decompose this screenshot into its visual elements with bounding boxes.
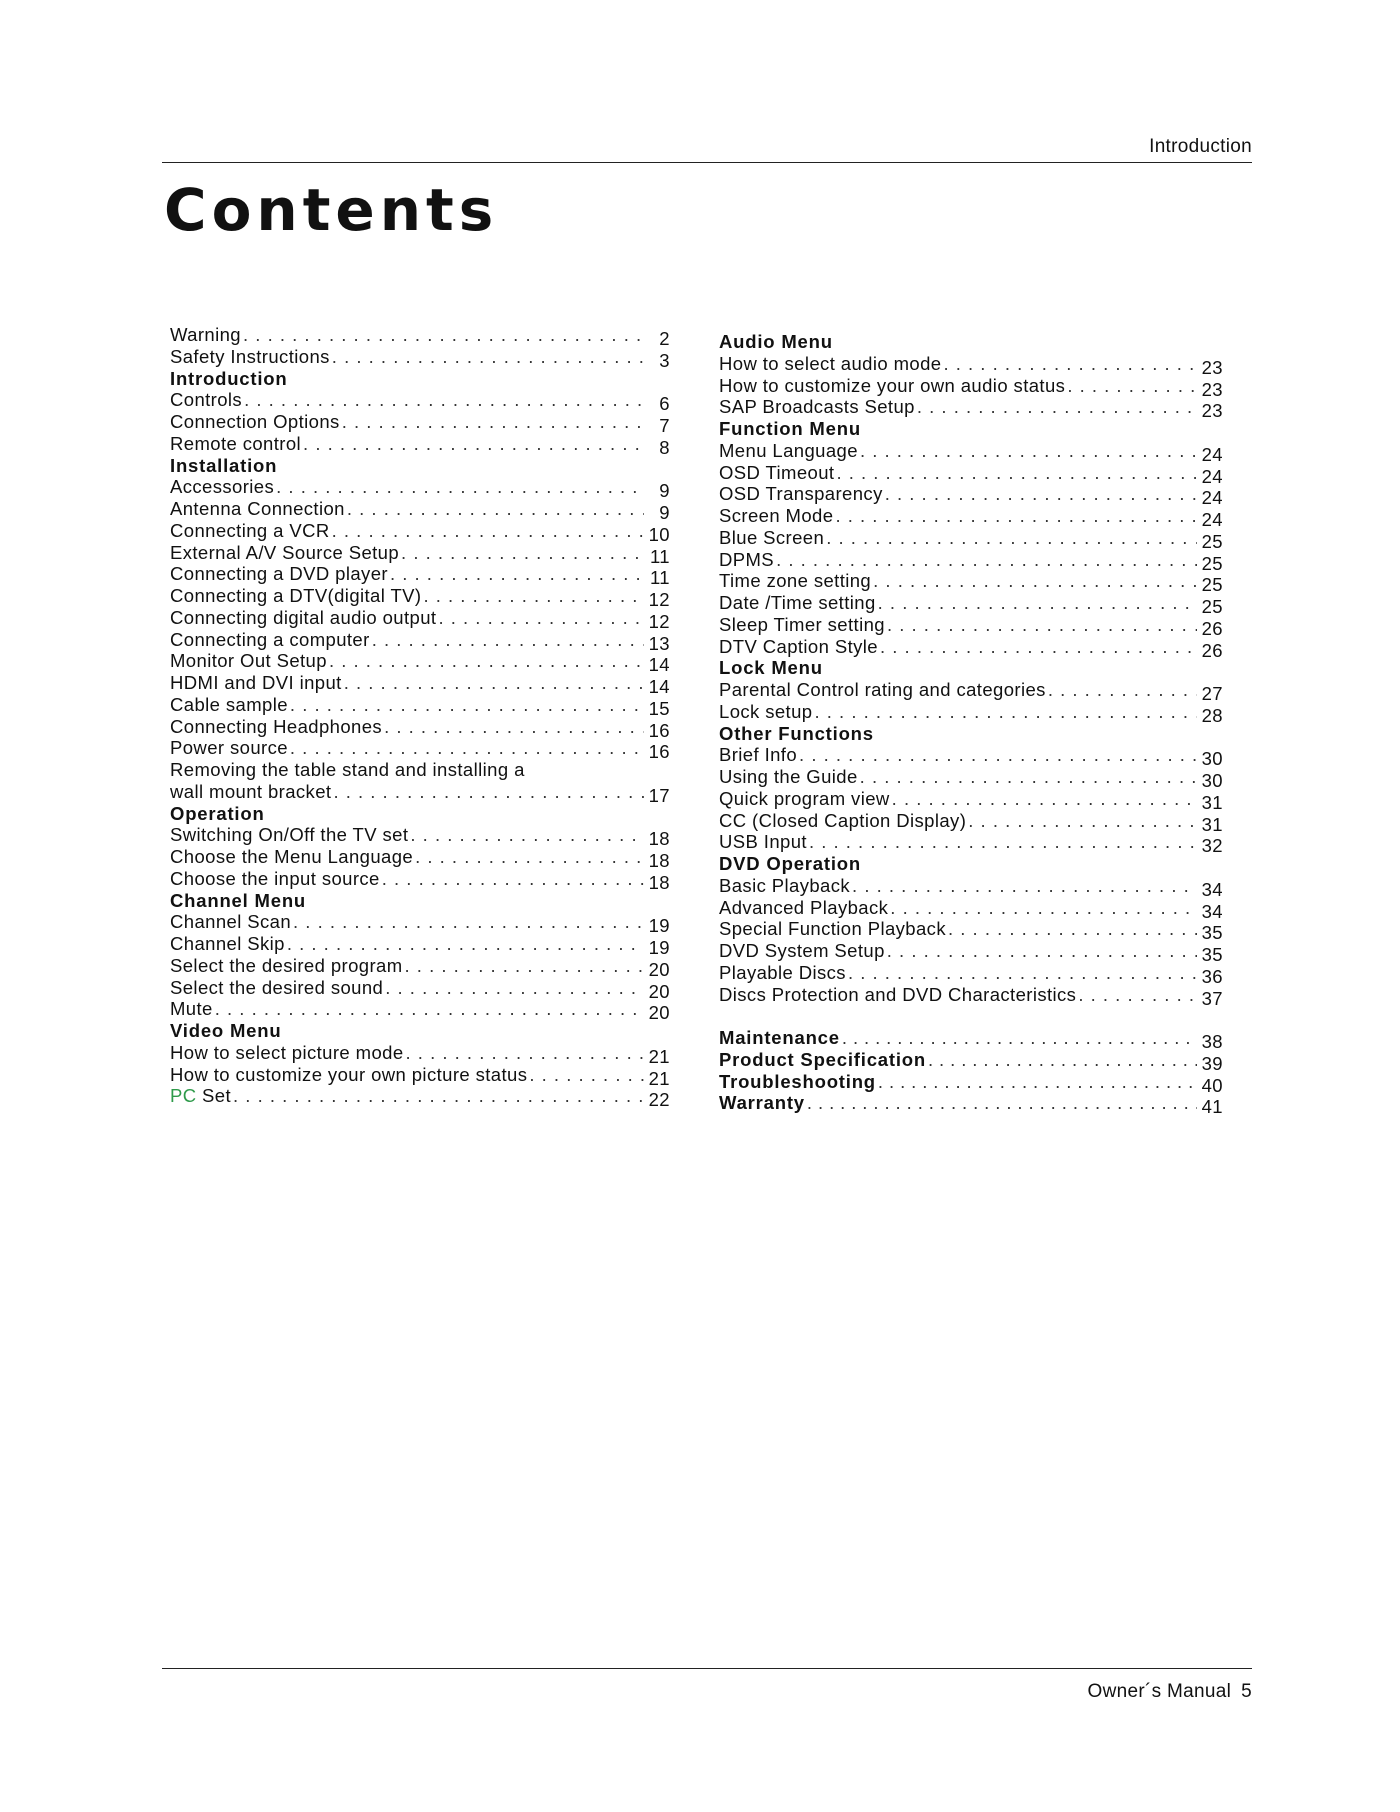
toc-page-number: 21 xyxy=(648,1067,670,1089)
toc-page-number: 7 xyxy=(659,415,670,436)
toc-page-number: 23 xyxy=(1201,400,1223,422)
header-rule xyxy=(162,162,1252,163)
toc-entry xyxy=(719,592,1223,617)
toc-page-number: 24 xyxy=(1201,487,1223,509)
toc-entry-text: How to customize your own audio status xyxy=(719,374,1066,396)
toc-entry xyxy=(170,867,670,893)
toc-page-number: 31 xyxy=(1201,791,1223,813)
toc-entry-text: DVD System Setup xyxy=(719,940,885,961)
toc-leader-dots xyxy=(860,766,1197,788)
toc-leader-dots xyxy=(405,955,644,977)
toc-entry xyxy=(170,345,670,371)
toc-section-heading xyxy=(170,455,670,477)
toc-page-number: 6 xyxy=(659,393,670,415)
toc-entry-text: Accessories xyxy=(170,476,275,498)
toc-page-number: 23 xyxy=(1201,356,1223,378)
toc-entry-label: Set xyxy=(196,1085,232,1107)
toc-entry-text: Connecting digital audio output xyxy=(170,606,437,628)
toc-entry xyxy=(170,628,670,654)
toc-leader-dots xyxy=(529,1064,644,1086)
toc-entry-text: Mute xyxy=(170,998,213,1020)
toc-entry-text: Switching On/Off the TV set xyxy=(170,824,409,846)
toc-entry xyxy=(719,526,1223,552)
toc-entry-text: Connecting Headphones xyxy=(170,715,383,737)
toc-page-number: 30 xyxy=(1201,748,1223,770)
toc-section-heading xyxy=(170,368,670,390)
toc-heading-text: Channel Menu xyxy=(170,889,307,911)
toc-entry-text: Warning xyxy=(170,324,242,345)
toc-entry xyxy=(170,846,670,871)
toc-leader-dots xyxy=(880,636,1197,658)
toc-heading-text: DVD Operation xyxy=(719,853,861,874)
toc-page-number: 15 xyxy=(648,697,670,719)
toc-entry-text: Controls xyxy=(170,389,243,411)
toc-entry xyxy=(170,411,670,436)
toc-page-number: 26 xyxy=(1201,639,1223,661)
toc-spacer xyxy=(719,1005,1223,1027)
toc-page-number: 18 xyxy=(648,850,670,871)
toc-entry-text: Quick program view xyxy=(719,787,890,809)
toc-leader-dots xyxy=(887,614,1197,636)
toc-leader-dots xyxy=(878,1071,1197,1093)
toc-entry xyxy=(719,461,1223,487)
toc-entry-text: Blue Screen xyxy=(719,526,825,548)
toc-leader-dots xyxy=(836,462,1197,484)
toc-leader-dots xyxy=(943,353,1197,375)
toc-leader-dots xyxy=(415,846,644,868)
toc-leader-dots xyxy=(233,1085,644,1107)
toc-page-number: 25 xyxy=(1201,596,1223,617)
toc-heading-text: Audio Menu xyxy=(719,331,833,352)
toc-entry-text: DTV Caption Style xyxy=(719,635,878,657)
toc-page-number: 20 xyxy=(648,958,670,980)
toc-page-number: 16 xyxy=(648,719,670,741)
toc-heading-text: Installation xyxy=(170,454,278,476)
toc-heading-text: Lock Menu xyxy=(719,657,823,679)
toc-leader-dots xyxy=(948,918,1197,940)
toc-entry xyxy=(170,954,670,980)
toc-leader-dots xyxy=(826,527,1197,549)
toc-entry-text: Connecting a computer xyxy=(170,628,370,650)
toc-page-number: 13 xyxy=(648,632,670,654)
toc-entry xyxy=(719,700,1223,726)
toc-page-number: 41 xyxy=(1201,1096,1223,1118)
toc-page-number: 32 xyxy=(1201,835,1223,857)
toc-leader-dots xyxy=(809,831,1197,853)
toc-entry-text xyxy=(170,1085,231,1107)
toc-entry-text: Product Specification xyxy=(719,1048,926,1070)
toc-entry xyxy=(170,650,670,676)
toc-leader-dots xyxy=(243,324,644,346)
toc-page-number: 26 xyxy=(1201,617,1223,639)
toc-leader-dots xyxy=(215,998,644,1020)
toc-entry xyxy=(170,324,670,349)
toc-entry-text: Discs Protection and DVD Characteristics xyxy=(719,983,1077,1005)
toc-entry-text: Cable sample xyxy=(170,693,288,715)
toc-leader-dots xyxy=(814,701,1197,723)
toc-leader-dots xyxy=(776,549,1197,571)
toc-major-entry xyxy=(719,1027,1223,1052)
toc-section-heading xyxy=(719,331,1223,353)
toc-page-number: 27 xyxy=(1201,683,1223,704)
toc-left-column xyxy=(170,324,670,1111)
toc-entry xyxy=(170,693,670,719)
toc-section-heading xyxy=(170,1020,670,1042)
toc-leader-dots xyxy=(303,433,644,455)
toc-leader-dots xyxy=(390,563,644,585)
toc-page-number: 40 xyxy=(1201,1074,1223,1096)
toc-page-number: 17 xyxy=(648,784,670,806)
toc-page-number: 14 xyxy=(648,676,670,697)
toc-leader-dots xyxy=(887,940,1197,962)
toc-entry xyxy=(719,983,1223,1009)
toc-leader-dots xyxy=(290,694,644,716)
toc-entry-text: Choose the input source xyxy=(170,867,380,889)
toc-entry-text: wall mount bracket xyxy=(170,780,332,802)
toc-page-number: 11 xyxy=(649,545,670,567)
toc-page-number: 9 xyxy=(659,480,670,502)
toc-entry xyxy=(170,737,670,763)
toc-entry xyxy=(170,476,670,502)
toc-leader-dots xyxy=(332,520,644,542)
toc-leader-dots xyxy=(928,1049,1197,1071)
toc-entry xyxy=(719,396,1223,422)
toc-entry-text: SAP Broadcasts Setup xyxy=(719,396,915,418)
toc-page-number: 24 xyxy=(1201,443,1223,465)
toc-entry-text: Safety Instructions xyxy=(170,345,330,367)
toc-page-number: 19 xyxy=(648,915,670,937)
toc-leader-dots xyxy=(1067,375,1197,397)
toc-entry-text: Antenna Connection xyxy=(170,498,345,519)
toc-entry xyxy=(719,505,1223,530)
toc-section-heading xyxy=(170,803,670,825)
toc-page-number: 37 xyxy=(1201,987,1223,1009)
toc-entry-text: How to customize your own picture status xyxy=(170,1063,528,1085)
toc-leader-dots xyxy=(342,411,644,433)
toc-page-number: 12 xyxy=(648,589,670,610)
toc-leader-dots xyxy=(1078,984,1197,1006)
toc-entry xyxy=(719,635,1223,661)
toc-page-number: 39 xyxy=(1201,1052,1223,1074)
toc-page-number: 18 xyxy=(648,871,670,893)
toc-entry-text: Maintenance xyxy=(719,1027,840,1048)
toc-entry-text: Playable Discs xyxy=(719,961,846,983)
toc-leader-dots xyxy=(917,396,1197,418)
toc-leader-dots xyxy=(835,505,1197,527)
toc-entry xyxy=(170,541,670,567)
toc-entry-accent: PC xyxy=(170,1085,197,1107)
toc-entry xyxy=(170,606,670,632)
toc-entry-text: Basic Playback xyxy=(719,874,851,896)
toc-entry xyxy=(719,940,1223,965)
toc-leader-dots xyxy=(1048,679,1197,701)
toc-entry-text: Lock setup xyxy=(719,700,813,722)
toc-entry-text: Select the desired program xyxy=(170,954,403,976)
toc-entry xyxy=(719,766,1223,791)
toc-leader-dots xyxy=(384,716,644,738)
toc-entry-text: Screen Mode xyxy=(719,505,834,526)
toc-entry-text: Menu Language xyxy=(719,439,858,461)
toc-entry-text: USB Input xyxy=(719,831,807,853)
toc-leader-dots xyxy=(878,592,1197,614)
toc-entry xyxy=(719,352,1223,378)
toc-leader-dots xyxy=(873,570,1197,592)
toc-entry-text: Connection Options xyxy=(170,411,340,432)
toc-entry xyxy=(719,918,1223,944)
toc-entry xyxy=(719,570,1223,596)
footer-rule xyxy=(162,1668,1252,1669)
toc-entry-text: Monitor Out Setup xyxy=(170,650,327,672)
toc-page-number: 30 xyxy=(1201,770,1223,791)
toc-major-entry xyxy=(719,1092,1223,1118)
toc-page-number: 22 xyxy=(648,1089,670,1111)
toc-entry-text: How to select picture mode xyxy=(170,1041,404,1063)
page-title: Contents xyxy=(164,176,499,244)
toc-entry xyxy=(719,483,1223,509)
toc-heading-text: Video Menu xyxy=(170,1020,282,1041)
toc-entry xyxy=(170,715,670,741)
toc-leader-dots xyxy=(347,498,644,520)
toc-leader-dots xyxy=(438,607,644,629)
toc-leader-dots xyxy=(333,781,644,803)
toc-leader-dots xyxy=(968,810,1197,832)
toc-major-entry xyxy=(719,1070,1223,1096)
toc-page-number: 23 xyxy=(1201,378,1223,400)
toc-page-number: 34 xyxy=(1201,878,1223,900)
toc-entry-text: DPMS xyxy=(719,548,775,570)
toc-entry xyxy=(170,824,670,850)
toc-leader-dots xyxy=(276,476,644,498)
toc-leader-dots xyxy=(892,788,1197,810)
toc-entry xyxy=(719,874,1223,900)
toc-entry xyxy=(719,896,1223,922)
toc-leader-dots xyxy=(344,672,644,694)
footer-page-number: 5 xyxy=(1241,1681,1252,1702)
toc-entry xyxy=(719,439,1223,465)
toc-entry-text: How to select audio mode xyxy=(719,352,942,374)
toc-leader-dots xyxy=(287,933,644,955)
toc-entry xyxy=(170,998,670,1024)
toc-heading-text: Operation xyxy=(170,802,265,824)
toc-entry-text: Date /Time setting xyxy=(719,592,876,613)
toc-entry xyxy=(170,519,670,545)
toc-major-entry xyxy=(719,1048,1223,1074)
toc-leader-dots xyxy=(244,389,644,411)
toc-entry xyxy=(719,613,1223,639)
toc-entry xyxy=(170,389,670,415)
toc-entry xyxy=(170,672,670,697)
toc-entry-text: Warranty xyxy=(719,1092,805,1114)
toc-page-number: 20 xyxy=(648,980,670,1002)
toc-section-heading xyxy=(719,657,1223,679)
toc-page-number: 38 xyxy=(1201,1031,1223,1052)
toc-page-number: 35 xyxy=(1201,944,1223,965)
toc-leader-dots xyxy=(852,875,1197,897)
toc-entry-text: Time zone setting xyxy=(719,570,872,592)
toc-page-number: 28 xyxy=(1201,704,1223,726)
toc-entry xyxy=(170,585,670,610)
toc-entry xyxy=(170,1041,670,1067)
toc-leader-dots xyxy=(807,1092,1197,1114)
page-footer xyxy=(1088,1681,1252,1703)
toc-entry-text: Brief Info xyxy=(719,744,798,766)
toc-leader-dots xyxy=(382,868,644,890)
toc-page-number: 10 xyxy=(648,523,670,545)
toc-entry-text: CC (Closed Caption Display) xyxy=(719,809,967,831)
toc-entry xyxy=(719,961,1223,987)
toc-leader-dots xyxy=(410,824,644,846)
toc-entry xyxy=(719,787,1223,813)
toc-entry-text: Advanced Playback xyxy=(719,896,889,918)
toc-section-heading xyxy=(719,723,1223,745)
toc-page-number: 18 xyxy=(648,828,670,850)
toc-entry-text: OSD Timeout xyxy=(719,461,835,483)
toc-entry-text: Choose the Menu Language xyxy=(170,846,414,867)
toc-entry-text: HDMI and DVI input xyxy=(170,672,342,693)
toc-entry-text: Select the desired sound xyxy=(170,976,384,998)
toc-entry-text: External A/V Source Setup xyxy=(170,541,400,563)
toc-entry-text: Power source xyxy=(170,737,288,759)
toc-entry xyxy=(170,759,670,781)
toc-heading-text: Other Functions xyxy=(719,722,874,744)
footer-label: Owner´s Manual xyxy=(1087,1681,1232,1702)
toc-entry xyxy=(719,548,1223,574)
toc-entry-text: Remote control xyxy=(170,432,302,454)
toc-heading-text: Introduction xyxy=(170,367,288,389)
toc-entry xyxy=(170,563,670,589)
toc-entry-text: Connecting a DVD player xyxy=(170,563,388,585)
toc-entry-text: Sleep Timer setting xyxy=(719,613,885,635)
toc-page-number: 24 xyxy=(1201,509,1223,530)
toc-leader-dots xyxy=(290,737,644,759)
toc-entry xyxy=(170,780,670,806)
toc-page-number: 11 xyxy=(649,567,670,589)
toc-entry-text: Using the Guide xyxy=(719,766,858,787)
toc-page-number: 2 xyxy=(659,328,670,349)
toc-leader-dots xyxy=(860,440,1197,462)
toc-section-heading xyxy=(170,890,670,912)
toc-leader-dots xyxy=(332,346,644,368)
toc-page-number: 25 xyxy=(1201,574,1223,596)
toc-entry xyxy=(170,911,670,937)
toc-page-number: 24 xyxy=(1201,465,1223,487)
toc-section-heading xyxy=(719,418,1223,440)
toc-page-number: 3 xyxy=(659,349,670,371)
toc-entry-text: Troubleshooting xyxy=(719,1070,876,1092)
toc-entry-text: OSD Transparency xyxy=(719,483,883,505)
toc-page-number: 9 xyxy=(659,502,670,523)
toc-leader-dots xyxy=(848,962,1197,984)
toc-leader-dots xyxy=(799,744,1197,766)
toc-entry xyxy=(170,432,670,458)
toc-page-number: 36 xyxy=(1201,965,1223,987)
toc-entry xyxy=(719,744,1223,770)
toc-page-number: 19 xyxy=(648,937,670,958)
toc-entry-text: Channel Skip xyxy=(170,933,285,954)
toc-entry xyxy=(170,1085,670,1111)
toc-entry-text: Channel Scan xyxy=(170,911,292,933)
toc-leader-dots xyxy=(423,585,644,607)
toc-page-number: 25 xyxy=(1201,530,1223,552)
toc-heading-text: Function Menu xyxy=(719,418,861,439)
toc-entry-text: Connecting a DTV(digital TV) xyxy=(170,585,422,606)
toc-leader-dots xyxy=(372,629,644,651)
toc-entry xyxy=(170,933,670,958)
toc-page-number: 16 xyxy=(648,741,670,763)
toc-entry xyxy=(719,374,1223,400)
toc-leader-dots xyxy=(842,1027,1197,1049)
toc-leader-dots xyxy=(329,650,644,672)
toc-section-heading xyxy=(719,853,1223,875)
toc-entry xyxy=(170,1063,670,1089)
toc-page-number: 8 xyxy=(659,436,670,458)
toc-entry-text: Connecting a VCR xyxy=(170,519,330,541)
toc-leader-dots xyxy=(401,542,644,564)
toc-page-number: 20 xyxy=(648,1002,670,1024)
toc-page-number: 35 xyxy=(1201,922,1223,944)
toc-page-number: 21 xyxy=(648,1045,670,1067)
toc-leader-dots xyxy=(885,483,1197,505)
toc-page-number: 12 xyxy=(648,610,670,632)
toc-page-number: 31 xyxy=(1201,813,1223,835)
toc-leader-dots xyxy=(890,897,1197,919)
toc-entry-text: Parental Control rating and categories xyxy=(719,679,1046,700)
toc-entry xyxy=(170,976,670,1002)
toc-page-number: 34 xyxy=(1201,900,1223,922)
toc-entry xyxy=(170,498,670,523)
toc-entry-text: Removing the table stand and installing a xyxy=(170,759,525,780)
toc-leader-dots xyxy=(293,911,644,933)
section-header: Introduction xyxy=(1149,136,1252,157)
toc-page-number: 25 xyxy=(1201,552,1223,574)
toc-leader-dots xyxy=(406,1042,644,1064)
toc-page-number: 14 xyxy=(648,654,670,676)
toc-entry xyxy=(719,809,1223,835)
toc-right-column xyxy=(719,331,1223,1118)
toc-entry xyxy=(719,831,1223,857)
toc-entry xyxy=(719,679,1223,704)
toc-leader-dots xyxy=(385,977,644,999)
toc-entry-text: Special Function Playback xyxy=(719,918,946,940)
